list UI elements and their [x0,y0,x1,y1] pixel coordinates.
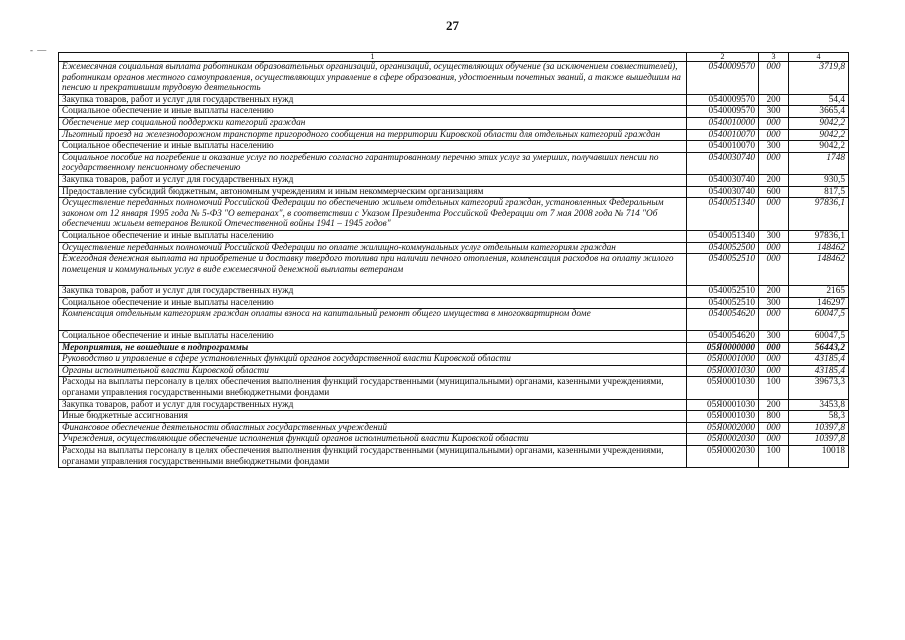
row-code-cell: 05Я0002030 [687,434,759,446]
row-vr-cell: 000 [759,129,789,141]
row-sum-cell: 97836,1 [789,198,849,231]
row-code-cell: 0540051340 [687,198,759,231]
row-vr-cell: 300 [759,230,789,242]
row-vr-cell: 000 [759,434,789,446]
table-row [59,242,849,254]
row-code-cell: 05Я0001030 [687,411,759,423]
table-header-row [59,53,849,62]
row-name-cell: Осуществление переданных полномочий Российской Федерации по обеспечению жильем отдельных категорий граждан, установленных Федеральным законом от 12 января 1995 года № 5-ФЗ "О ветеранах", в соответствии с Указом Президента Российской Федерации от 7 мая 2008 года № 714 "Об обеспечении жильем ветеранов Великой Отечественной войны 1941 – 1945 годов" [59,198,687,231]
row-vr-cell: 000 [759,198,789,231]
header-col-code: 2 [687,53,759,62]
row-name-cell: Органы исполнительной власти Кировской области [59,365,687,377]
row-code-cell: 0540009570 [687,62,759,95]
row-vr-cell: 000 [759,242,789,254]
row-code-cell: 0540052510 [687,297,759,309]
row-vr-cell: 000 [759,254,789,286]
budget-table [58,52,849,468]
row-code-cell: 0540009570 [687,106,759,118]
row-name-cell: Социальное пособие на погребение и оказание услуг по погребению согласно гарантированному перечню этих услуг за умерших, получавших пенсии по государственному пенсионному обеспечению [59,152,687,174]
row-sum-cell: 10397,8 [789,434,849,446]
row-sum-cell: 43185,4 [789,354,849,366]
row-name-cell: Закупка товаров, работ и услуг для государственных нужд [59,94,687,106]
table-row [59,174,849,186]
row-sum-cell: 930,5 [789,174,849,186]
row-code-cell: 0540030740 [687,174,759,186]
row-sum-cell: 54,4 [789,94,849,106]
row-code-cell: 0540054620 [687,331,759,343]
row-code-cell: 0540030740 [687,186,759,198]
row-name-cell: Социальное обеспечение и иные выплаты населению [59,297,687,309]
row-code-cell: 0540054620 [687,309,759,331]
table-row [59,117,849,129]
row-code-cell: 05Я0001030 [687,377,759,399]
table-row [59,94,849,106]
row-sum-cell: 146297 [789,297,849,309]
row-code-cell: 05Я0002030 [687,446,759,468]
row-vr-cell: 000 [759,354,789,366]
row-name-cell: Обеспечение мер социальной поддержки категорий граждан [59,117,687,129]
row-name-cell: Льготный проезд на железнодорожном транспорте пригородного сообщения на территории Кировской области для отдельных категорий граждан [59,129,687,141]
row-code-cell: 0540010070 [687,141,759,153]
table-body [59,62,849,468]
table-row [59,377,849,399]
table-row [59,434,849,446]
row-sum-cell: 9042,2 [789,117,849,129]
table-row [59,152,849,174]
row-vr-cell: 000 [759,365,789,377]
row-vr-cell: 000 [759,309,789,331]
row-name-cell: Осуществление переданных полномочий Российской Федерации по оплате жилищно-коммунальных услуг отдельным категориям граждан [59,242,687,254]
table-row [59,129,849,141]
table-row [59,446,849,468]
row-vr-cell: 000 [759,342,789,354]
header-col-sum: 4 [789,53,849,62]
row-sum-cell: 148462 [789,242,849,254]
row-code-cell: 0540052510 [687,286,759,298]
row-vr-cell: 200 [759,399,789,411]
row-name-cell: Предоставление субсидий бюджетным, автономным учреждениям и иным некоммерческим организациям [59,186,687,198]
margin-mark: - — [30,45,48,55]
table-row [59,342,849,354]
row-name-cell: Социальное обеспечение и иные выплаты населению [59,331,687,343]
row-name-cell: Ежемесячная социальная выплата работникам образовательных организаций, организаций, осуществляющих обучение (за исключением совместителей), работникам органов местного самоуправления, осуществляющих управление в сфере образования, удостоенным почетных званий, а также вышедшим на пенсию и прекратившим трудовую деятельность [59,62,687,95]
table-row [59,141,849,153]
row-vr-cell: 300 [759,141,789,153]
row-name-cell: Учреждения, осуществляющие обеспечение исполнения функций органов исполнительной власти Кировской области [59,434,687,446]
row-sum-cell: 10397,8 [789,422,849,434]
row-vr-cell: 800 [759,411,789,423]
row-sum-cell: 60047,5 [789,331,849,343]
row-name-cell: Расходы на выплаты персоналу в целях обеспечения выполнения функций государственными (муниципальными) органами, казенными учреждениями, органами управления государственными внебюджетными фондами [59,377,687,399]
header-col-name: 1 [59,53,687,62]
row-vr-cell: 000 [759,152,789,174]
table-row [59,399,849,411]
row-sum-cell: 3719,8 [789,62,849,95]
row-code-cell: 0540052500 [687,242,759,254]
row-name-cell: Иные бюджетные ассигнования [59,411,687,423]
row-code-cell: 0540010000 [687,117,759,129]
row-sum-cell: 43185,4 [789,365,849,377]
table-row [59,354,849,366]
row-vr-cell: 000 [759,117,789,129]
table-row [59,309,849,331]
row-sum-cell: 1748 [789,152,849,174]
row-vr-cell: 600 [759,186,789,198]
row-sum-cell: 10018 [789,446,849,468]
row-code-cell: 0540051340 [687,230,759,242]
table-row [59,331,849,343]
table-row [59,365,849,377]
row-sum-cell: 60047,5 [789,309,849,331]
row-sum-cell: 97836,1 [789,230,849,242]
table-row [59,106,849,118]
row-vr-cell: 000 [759,62,789,95]
table-row [59,297,849,309]
row-vr-cell: 000 [759,422,789,434]
table-row [59,286,849,298]
row-code-cell: 0540009570 [687,94,759,106]
row-vr-cell: 200 [759,286,789,298]
row-sum-cell: 817,5 [789,186,849,198]
row-sum-cell: 3665,4 [789,106,849,118]
row-name-cell: Компенсация отдельным категориям граждан оплаты взноса на капитальный ремонт общего имущества в многоквартирном доме [59,309,687,331]
table-row [59,411,849,423]
row-name-cell: Закупка товаров, работ и услуг для государственных нужд [59,399,687,411]
row-name-cell: Социальное обеспечение и иные выплаты населению [59,106,687,118]
row-code-cell: 0540052510 [687,254,759,286]
row-code-cell: 05Я0002000 [687,422,759,434]
table-row [59,62,849,95]
page-number: 27 [446,18,459,33]
row-vr-cell: 100 [759,446,789,468]
table-row [59,422,849,434]
row-code-cell: 0540010070 [687,129,759,141]
row-name-cell: Финансовое обеспечение деятельности областных государственных учреждений [59,422,687,434]
row-name-cell: Закупка товаров, работ и услуг для государственных нужд [59,286,687,298]
table-row [59,254,849,286]
row-name-cell: Расходы на выплаты персоналу в целях обеспечения выполнения функций государственными (муниципальными) органами, казенными учреждениями, органами управления государственными внебюджетными фондами [59,446,687,468]
row-name-cell: Ежегодная денежная выплата на приобретение и доставку твердого топлива при наличии печного отопления, компенсация расходов на оплату жилого помещения и коммунальных услуг в виде ежемесячной денежной выплаты ветеранам [59,254,687,286]
row-code-cell: 05Я0001030 [687,365,759,377]
row-name-cell: Социальное обеспечение и иные выплаты населению [59,141,687,153]
row-name-cell: Закупка товаров, работ и услуг для государственных нужд [59,174,687,186]
row-sum-cell: 56443,2 [789,342,849,354]
row-sum-cell: 39673,3 [789,377,849,399]
row-vr-cell: 200 [759,174,789,186]
row-vr-cell: 300 [759,106,789,118]
row-code-cell: 0540030740 [687,152,759,174]
row-sum-cell: 58,3 [789,411,849,423]
header-col-vr: 3 [759,53,789,62]
row-code-cell: 05Я0000000 [687,342,759,354]
row-code-cell: 05Я0001000 [687,354,759,366]
row-vr-cell: 100 [759,377,789,399]
row-sum-cell: 3453,8 [789,399,849,411]
row-vr-cell: 200 [759,94,789,106]
row-sum-cell: 2165 [789,286,849,298]
row-vr-cell: 300 [759,297,789,309]
row-sum-cell: 148462 [789,254,849,286]
row-code-cell: 05Я0001030 [687,399,759,411]
table-row [59,198,849,231]
row-name-cell: Социальное обеспечение и иные выплаты населению [59,230,687,242]
row-name-cell: Мероприятия, не вошедшие в подпрограммы [59,342,687,354]
table-row [59,186,849,198]
row-vr-cell: 300 [759,331,789,343]
table-row [59,230,849,242]
row-sum-cell: 9042,2 [789,129,849,141]
row-sum-cell: 9042,2 [789,141,849,153]
row-name-cell: Руководство и управление в сфере установленных функций органов государственной власти Кировской области [59,354,687,366]
